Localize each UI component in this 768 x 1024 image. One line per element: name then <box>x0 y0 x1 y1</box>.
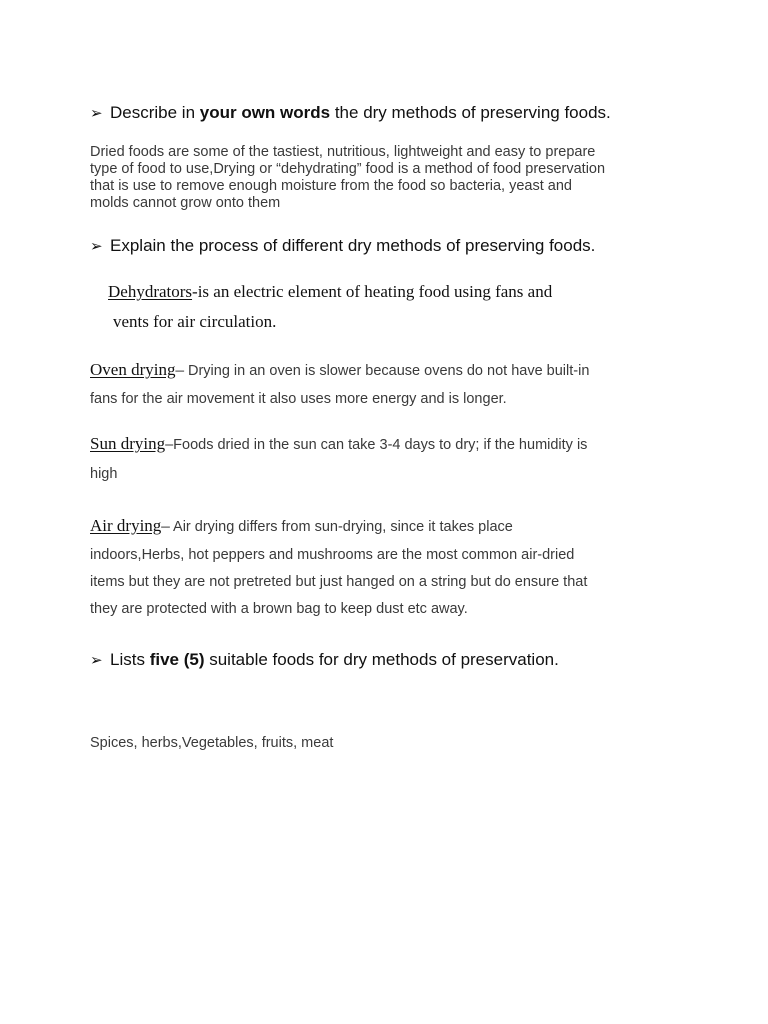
question-3-bold: five (5) <box>149 650 205 669</box>
arrow-bullet-icon: ➢ <box>90 105 103 122</box>
sun-line-1 <box>90 434 587 454</box>
question-2 <box>90 236 595 256</box>
question-1-post: the dry methods of preserving foods. <box>330 103 611 122</box>
air-line-3: items but they are not pretreted but just hanged on a string but do ensure that <box>90 574 588 590</box>
answer-1-line-2: type of food to use,Drying or “dehydrating” food is a method of food preservation <box>90 161 606 177</box>
oven-term: Oven drying <box>90 360 176 379</box>
question-1-pre: Describe in <box>110 103 200 122</box>
air-term: Air drying <box>90 516 162 535</box>
air-line-4: they are protected with a brown bag to keep dust etc away. <box>90 601 468 617</box>
question-3-pre: Lists <box>110 650 150 669</box>
answer-3: Spices, herbs,Vegetables, fruits, meat <box>90 735 334 751</box>
answer-1-line-1: Dried foods are some of the tastiest, nutritious, lightweight and easy to prepare <box>90 144 596 160</box>
air-dash: – <box>161 516 170 535</box>
air-line-1 <box>90 516 513 536</box>
dehydrators-line-2: vents for air circulation. <box>113 312 277 331</box>
air-desc-1: Air drying differs from sun-drying, since it takes place <box>169 519 513 535</box>
answer-1-line-4: molds cannot grow onto them <box>90 195 281 211</box>
sun-term: Sun drying <box>90 434 166 453</box>
oven-line-2: fans for the air movement it also uses more energy and is longer. <box>90 391 507 407</box>
dehydrators-term: Dehydrators <box>108 282 193 301</box>
dehydrators-line-1 <box>108 282 552 302</box>
arrow-bullet-icon: ➢ <box>90 238 103 255</box>
dehydrators-desc-1: -is an electric element of heating food using fans and <box>192 282 553 301</box>
arrow-bullet-icon: ➢ <box>90 652 103 669</box>
sun-desc-1: –Foods dried in the sun can take 3-4 days to dry; if the humidity is <box>165 437 588 453</box>
sun-line-2: high <box>90 466 118 482</box>
question-1 <box>90 103 611 123</box>
question-2-text: Explain the process of different dry methods of preserving foods. <box>110 236 596 255</box>
answer-1 <box>90 144 605 212</box>
question-3 <box>90 650 559 670</box>
oven-line-1 <box>90 360 589 380</box>
question-3-post: suitable foods for dry methods of preservation. <box>204 650 559 669</box>
oven-desc-1: Drying in an oven is slower because ovens do not have built-in <box>183 363 590 379</box>
air-line-2: indoors,Herbs, hot peppers and mushrooms are the most common air-dried <box>90 547 575 563</box>
question-1-bold: your own words <box>199 103 331 122</box>
answer-1-line-3: that is use to remove enough moisture from the food so bacteria, yeast and <box>90 178 572 194</box>
oven-dash: – <box>175 360 184 379</box>
